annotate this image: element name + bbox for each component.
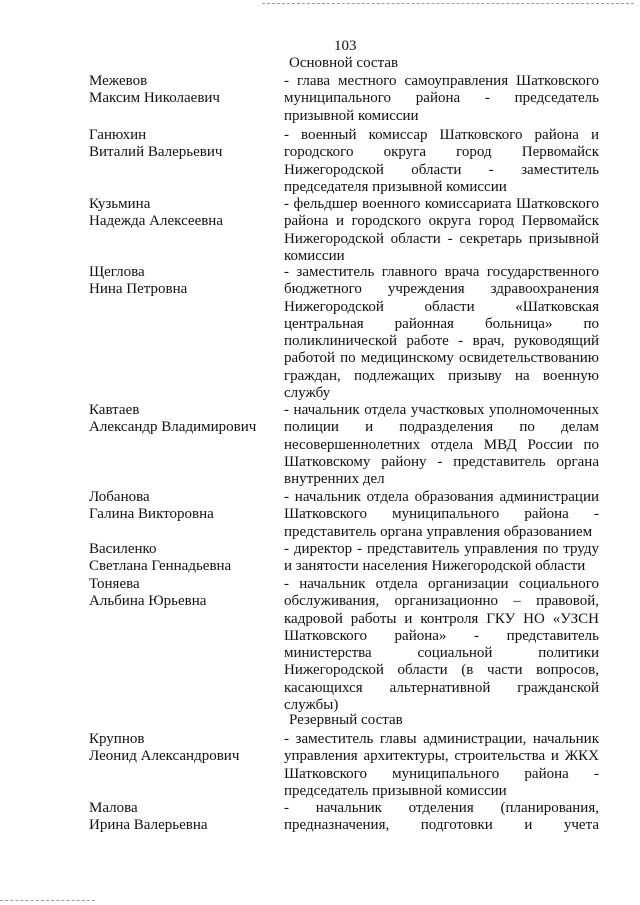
member-role: - заместитель главы администрации, начальник управления архитектуры, строительства и ЖКХ Шатковского муниципального района - председатель призывной комиссии — [284, 731, 599, 799]
scan-top-rule — [262, 3, 634, 4]
member-surname: Щеглова — [89, 264, 145, 280]
member-given-name: Альбина Юрьевна — [89, 593, 207, 610]
member-role: - глава местного самоуправления Шатковского муниципального района - председатель призывной комиссии — [284, 73, 599, 124]
member-surname: Кузьмина — [89, 196, 151, 212]
member-surname: Крупнов — [89, 731, 145, 747]
member-surname: Василенко — [89, 541, 157, 557]
member-surname: Кавтаев — [89, 402, 140, 418]
member-role: - начальник отделения (планирования, предназначения, подготовки и учета — [284, 800, 599, 834]
member-role: - заместитель главного врача государственного бюджетного учреждения здравоохранения Нижегородской области «Шатковская центральная районная больница» по поликлинической работе - врач, руководящий работой по медицинскому освидетельствованию граждан, подлежащих призыву на военную службу — [284, 264, 599, 402]
member-given-name: Леонид Александрович — [89, 748, 240, 765]
member-role: - директор - представитель управления по труду и занятости населения Нижегородской области — [284, 541, 599, 575]
member-role: - военный комиссар Шатковского района и городского округа город Первомайск Нижегородской области - заместитель председателя призывной комиссии — [284, 127, 599, 195]
member-given-name: Нина Петровна — [89, 281, 188, 298]
member-given-name: Светлана Геннадьевна — [89, 558, 232, 575]
member-role: - начальник отдела участковых уполномоченных полиции и подразделения по делам несовершеннолетних отдела МВД России по Шатковскому району - представитель органа внутренних дел — [284, 402, 599, 488]
member-name — [89, 127, 279, 162]
member-surname: Малова — [89, 800, 138, 816]
member-name — [89, 489, 279, 524]
member-name — [89, 196, 279, 231]
member-given-name: Галина Викторовна — [89, 506, 214, 523]
member-name — [89, 800, 279, 835]
member-role: - фельдшер военного комиссариата Шатковского района и городского округа город Первомайск Нижегородской области - секретарь призывной комиссии — [284, 196, 599, 264]
main-composition-title: Основной состав — [289, 55, 399, 71]
member-surname: Лобанова — [89, 489, 150, 505]
member-name — [89, 402, 279, 437]
member-name — [89, 576, 279, 611]
member-given-name: Виталий Валерьевич — [89, 144, 223, 161]
member-given-name: Александр Владимирович — [89, 419, 257, 436]
member-role: - начальник отдела организации социального обслуживания, организационно – правовой, кадровой работы и контроля ГКУ НО «УЗСН Шатковского района» - представитель министерства социальной политики Нижегородской области (в части вопросов, касающихся альтернативной гражданской службы) — [284, 576, 599, 714]
member-given-name: Ирина Валерьевна — [89, 817, 208, 834]
member-role: - начальник отдела образования администрации Шатковского муниципального района - представитель органа управления образованием — [284, 489, 599, 540]
member-given-name: Максим Николаевич — [89, 90, 220, 107]
member-name — [89, 73, 279, 108]
member-surname: Ганюхин — [89, 127, 147, 143]
scan-bottom-rule — [0, 900, 95, 901]
member-given-name: Надежда Алексеевна — [89, 213, 223, 230]
page-number: 103 — [334, 38, 357, 54]
member-name — [89, 264, 279, 299]
member-surname: Тоняева — [89, 576, 140, 592]
member-name — [89, 731, 279, 766]
member-surname: Межевов — [89, 73, 148, 89]
reserve-composition-title: Резервный состав — [289, 712, 403, 728]
member-name — [89, 541, 279, 576]
